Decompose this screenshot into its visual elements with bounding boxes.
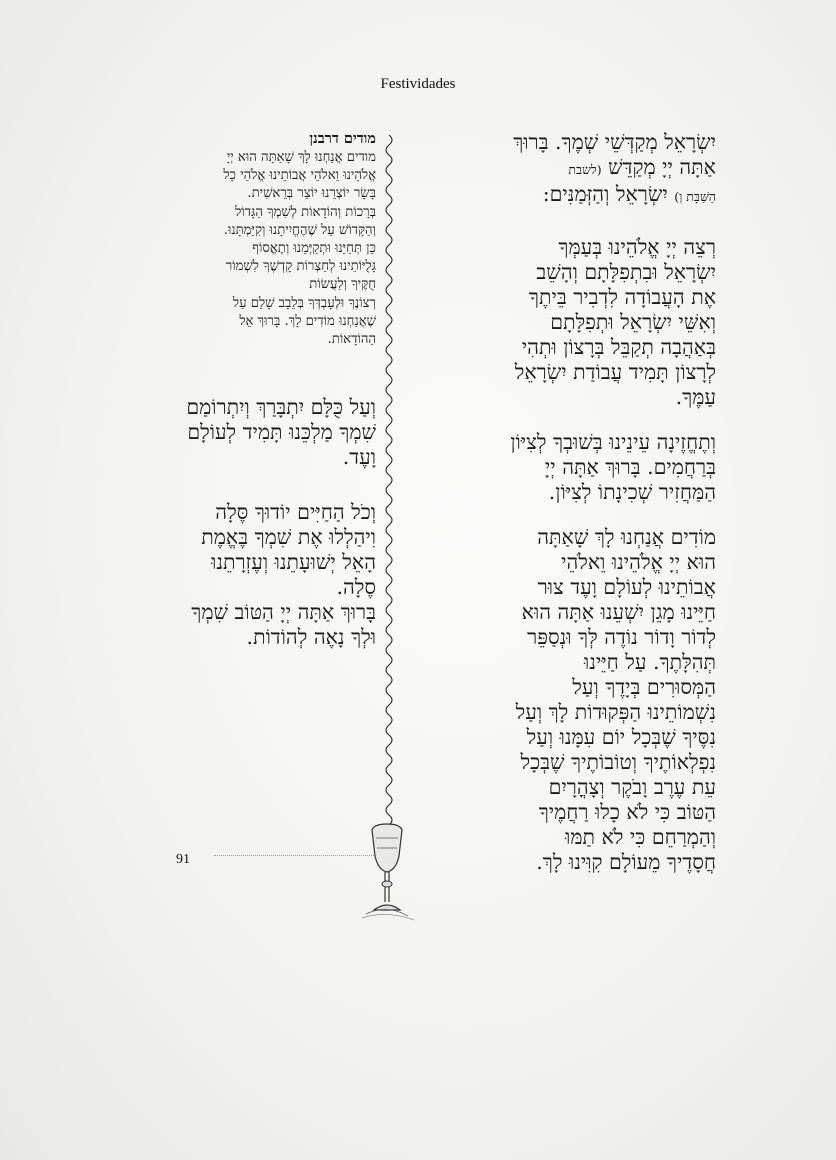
text-segment: אַתָּה יְיָ מְקַדֵּשׁ — [608, 155, 716, 179]
text-line: וְהַמְרַחֵם כִּי לֹא תַמּוּ — [565, 825, 716, 849]
text-line: תְּהִלָּתֶךָ. עַל חַיֵּינוּ — [584, 650, 716, 674]
text-line: נִפְלְאוֹתֶיךָ וְטוֹבוֹתֶיךָ שֶׁבְּכָל — [520, 750, 716, 774]
text-line: וְעַל כֻּלָּם יִתְבָּרַךְ וְיִתְרוֹמַם — [186, 395, 376, 420]
text-line: בְּרַחֲמִים. בָּרוּךְ אַתָּה יְיָ — [544, 455, 716, 479]
text-line: וִיהַלְלוּ אֶת שִׁמְךָ בֶּאֱמֶת — [201, 525, 376, 550]
right-column — [410, 130, 716, 875]
text-line: סֶלָה. — [336, 575, 376, 600]
right-paragraph-3 — [410, 430, 716, 505]
text-note: (לשבת — [568, 162, 602, 177]
left-paragraph-1 — [118, 395, 376, 470]
text-line: וּלְךָ נָאֶה לְהוֹדוֹת. — [246, 625, 376, 650]
text-line: רְצוֹנֶךָ וּלְעָבְדְּךָ בְּלֵבָב שָׁלֵם עַל — [232, 295, 376, 311]
text-line: עַמֶּךָ. — [675, 385, 716, 409]
text-line: נִסֶּיךָ שֶׁבְּכָל יוֹם עִמָּנוּ וְעַל — [526, 725, 716, 749]
text-line: וְכֹל הַחַיִּים יוֹדוּךָ סֶּלָה — [215, 500, 376, 525]
text-line: הַטּוֹב כִּי לֹא כָלוּ רַחֲמֶיךָ — [538, 800, 716, 824]
page-header-title: Festividades — [380, 76, 456, 92]
kiddush-cup-icon — [352, 818, 422, 924]
text-line: מוֹדִים אֲנַחְנוּ לָךְ שָׁאַתָּה — [537, 525, 716, 549]
text-line — [410, 182, 716, 209]
text-line: רְצֵה יְיָ אֱלֹהֵינוּ בְּעַמְּךָ — [558, 235, 716, 259]
text-line: בָּרוּךְ אַתָּה יְיָ הַטּוֹב שִׁמְךָ — [191, 600, 376, 625]
text-line: הַמַּחֲזִיר שְׁכִינָתוֹ לְצִיּוֹן. — [548, 480, 716, 504]
text-line: הוּא יְיָ אֱלֹהֵינוּ וֵאלֹהֵי — [561, 550, 716, 574]
wavy-column-divider — [378, 135, 400, 825]
text-line: וְאִשֵּׁי יִשְׂרָאֵל וּתְפִלָּתָם — [550, 310, 716, 334]
text-line: וְתֶחֱזֶינָה עֵינֵינוּ בְּשׁוּבְךָ לְצִיּוֹן — [510, 430, 716, 454]
text-line: לְדוֹר וָדוֹר נוֹדֶה לְּךָ וּנְסַפֵּר — [527, 625, 716, 649]
text-line: אֶת הָעֲבוֹדָה לִדְבִיר בֵּיתֶךָ — [528, 285, 716, 309]
modim-title: מודים דרבנן — [309, 130, 376, 147]
text-line: הָאֵל יְשׁוּעָתֵנוּ וְעֶזְרָתֵנוּ — [211, 550, 376, 575]
text-line: יִשְׂרָאֵל מְקַדְּשֵׁי שְׁמֶךָ. בָּרוּךְ — [513, 130, 716, 154]
text-line: לְרָצוֹן תָּמִיד עֲבוֹדַת יִשְׂרָאֵל — [514, 360, 716, 384]
text-line: נִשְׁמוֹתֵינוּ הַפְּקוּדוֹת לָךְ וְעַל — [515, 700, 716, 724]
text-line — [410, 155, 716, 182]
text-line: הַמְּסוּרִים בְּיָדֶךָ וְעַל — [572, 675, 716, 699]
text-line: שִׁמְךָ מַלְכֵּנוּ תָּמִיד לְעוֹלָם — [187, 420, 376, 445]
text-line: עֵת עֶרֶב וָבֹקֶר וְצָהֳרָיִם — [548, 775, 716, 799]
modim-block — [118, 149, 376, 349]
left-column — [118, 130, 376, 650]
right-paragraph-2 — [410, 235, 716, 410]
text-line: אֲבוֹתֵינוּ לְעוֹלָם וָעֶד צוּר — [537, 575, 716, 599]
text-line: מודים אֲנַחְנוּ לָךְ שָׁאַתָּה הוּא יְיָ — [226, 150, 376, 165]
text-line: הַהוֹדָאוֹת. — [327, 332, 376, 348]
text-line: בָּשָׂר יוֹצְרֵנוּ יוֹצֵר בְּרֵאשִׁית. — [247, 186, 376, 202]
text-line: גָּלֻיּוֹתֵינוּ לְחַצְרוֹת קָדְשֶׁךָ לִשְׁמוֹר — [225, 259, 376, 275]
text-segment: יִשְׂרָאֵל וְהַזְּמַנִּים: — [542, 182, 668, 206]
text-line: חֲסָדֶיךָ מֵעוֹלָם קִוִּינוּ לָךְ. — [536, 850, 716, 874]
text-line: וְהַקָּדוֹשׁ עַל שֶׁהֶחֱיִיתָנוּ וְקִיַּמְתָּנוּ. — [223, 222, 376, 238]
right-paragraph-4 — [410, 525, 716, 875]
right-paragraph-1 — [410, 130, 716, 209]
text-line: אֱלֹהֵינוּ וֵאלֹהֵי אֲבוֹתֵינוּ אֱלֹהֵי כָל — [223, 168, 376, 184]
text-line: חַיֵּינוּ מָגֵן יִשְׁעֵנוּ אַתָּה הוּא — [521, 600, 716, 624]
page-number: 91 — [176, 852, 190, 867]
text-line: כֵּן תְּחַיֵּנוּ וּתְקַיְּמֵנוּ וְתֶאֱסוֹף — [252, 241, 376, 257]
text-line: שֶׁאֲנַחְנוּ מוֹדִים לָךְ. בָּרוּךְ אֵל — [239, 313, 376, 329]
text-line: בְּאַהֲבָה תְקַבֵּל בְּרָצוֹן וּתְהִי — [521, 335, 716, 359]
left-paragraph-2 — [118, 500, 376, 650]
text-note: הַשַּׁבָּת וְ) — [674, 189, 716, 204]
footer-rule — [214, 855, 374, 856]
text-line: וָעֶד. — [342, 445, 376, 470]
text-line: בְּרָכוֹת וְהוֹדָאוֹת לְשִׁמְךָ הַגָּדוֹל — [235, 204, 376, 220]
text-line: יִשְׂרָאֵל וּבִתְפִלָּתָם וְהָשֵׁב — [536, 260, 716, 284]
text-line: חֻקֶּיךָ וְלַעֲשׂוֹת — [309, 277, 376, 293]
